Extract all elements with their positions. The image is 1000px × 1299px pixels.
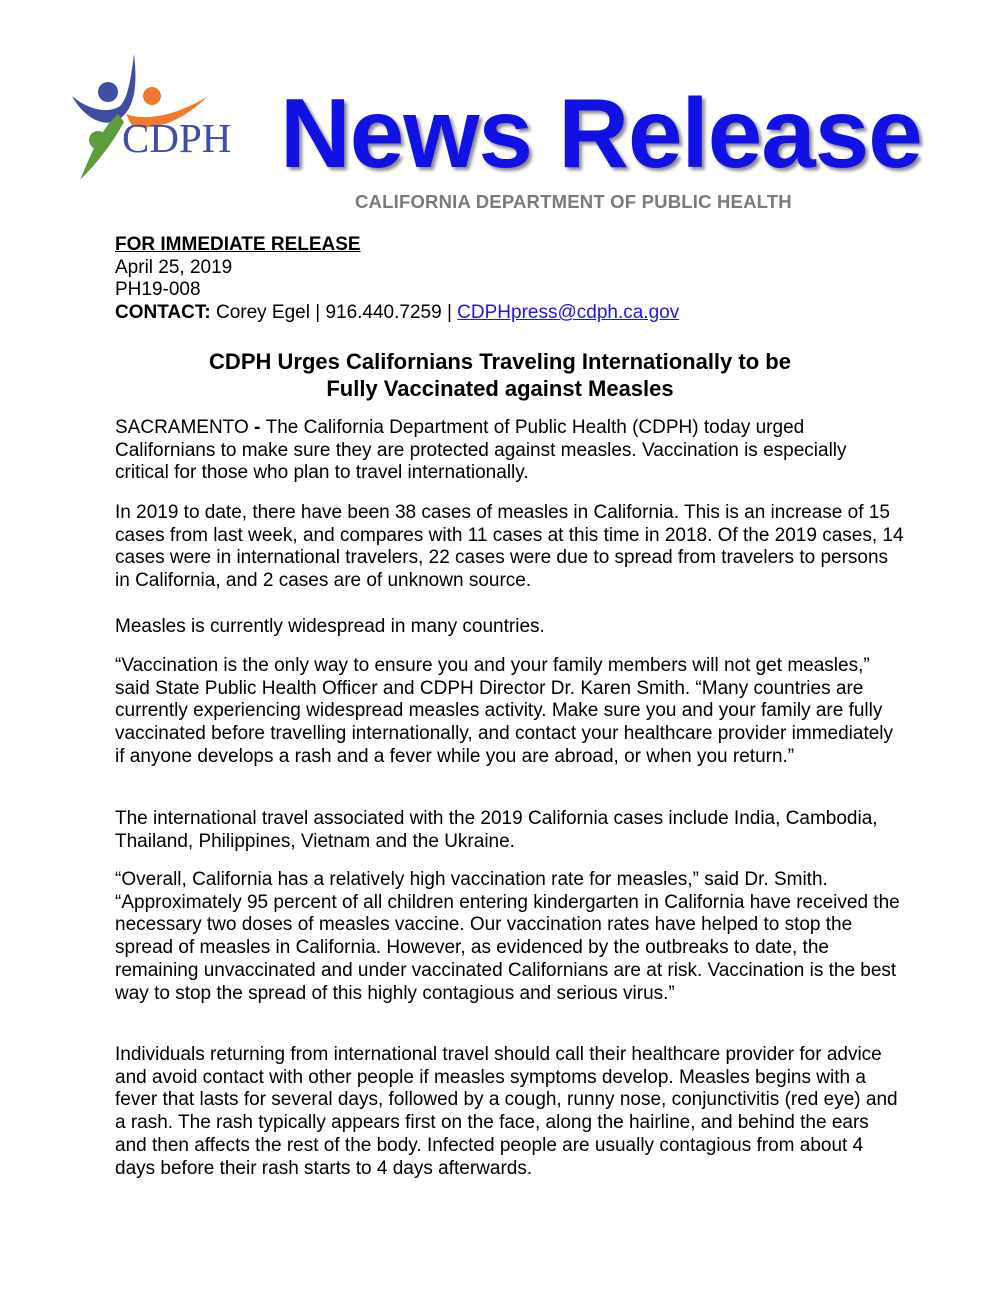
- contact-line: [115, 302, 679, 325]
- paragraph-6: “Overall, California has a relatively high vaccination rate for measles,” said Dr. Smith. “Approximately 95 percent of all children entering kindergarten in California have received the necessary two doses of measles vaccine. Our vaccination rates have helped to stop the spread of measles in California. However, as evidenced by the outbreaks to date, the remaining unvaccinated and under vaccinated Californians are at risk. Vaccination is the best way to stop the spread of this highly contagious and serious virus.”: [115, 869, 900, 1004]
- paragraph-5: The international travel associated with the 2019 California cases include India, Cambodia, Thailand, Philippines, Vietnam and the Ukraine.: [115, 808, 878, 852]
- contact-email-link[interactable]: CDPHpress@cdph.ca.gov: [457, 302, 680, 324]
- headline: [0, 348, 1000, 402]
- release-label: FOR IMMEDIATE RELEASE: [115, 234, 361, 255]
- department-name: CALIFORNIA DEPARTMENT OF PUBLIC HEALTH: [355, 191, 792, 212]
- contact-label: CONTACT:: [115, 302, 211, 324]
- dateline: SACRAMENTO -: [115, 417, 266, 438]
- contact-info: Corey Egel | 916.440.7259 |: [210, 302, 458, 324]
- release-date: April 25, 2019: [115, 256, 233, 278]
- paragraph-1-text: The California Department of Public Health (CDPH) today urged Californians to make sure they are protected against measles. Vaccination is especially critical for those who plan to travel internationally.: [115, 417, 847, 484]
- headline-line-1: CDPH Urges Californians Traveling Internationally to be: [209, 349, 791, 374]
- paragraph-4: “Vaccination is the only way to ensure you and your family members will not get measles,” said State Public Health Officer and CDPH Director Dr. Karen Smith. “Many countries are currently experiencing widespread measles activity. Make sure you and your family are fully vaccinated before travelling internationally, and contact your healthcare provider immediately if anyone develops a rash and a fever while you are abroad, or when you return.”: [115, 655, 894, 767]
- release-meta: [115, 234, 679, 325]
- logo-wordmark: CDPH: [122, 115, 232, 161]
- page-title: News Release: [280, 78, 922, 188]
- release-number: PH19-008: [115, 279, 201, 301]
- paragraph-7: Individuals returning from international travel should call their healthcare provider for advice and avoid contact with other people if measles symptoms develop. Measles begins with a fever that lasts for several days, followed by a cough, runny nose, conjunctivitis (red eye) and a rash. The rash typically appears first on the face, along the hairline, and behind the ears and then affects the rest of the body. Infected people are usually contagious from about 4 days before their rash starts to 4 days afterwards.: [115, 1044, 898, 1179]
- paragraph-2: In 2019 to date, there have been 38 cases of measles in California. This is an increase of 15 cases from last week, and compares with 11 cases at this time in 2018. Of the 2019 cases, 14 cases were in international travelers, 22 cases were due to spread from travelers to persons in California, and 2 cases are of unknown source.: [115, 502, 904, 592]
- paragraph-1: [115, 417, 905, 485]
- headline-line-2: Fully Vaccinated against Measles: [326, 376, 674, 401]
- paragraph-3: Measles is currently widespread in many countries.: [115, 616, 545, 637]
- cdph-logo: [68, 48, 248, 188]
